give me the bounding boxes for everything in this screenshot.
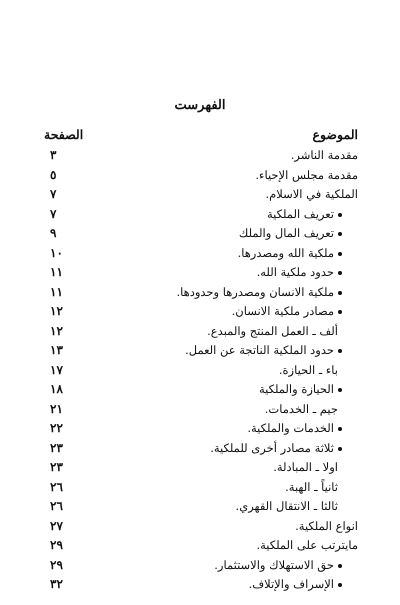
toc-page-number: ٣: [50, 148, 57, 162]
toc-page-number: ١٣: [50, 343, 63, 357]
toc-row: [0, 400, 400, 420]
bullet-icon: [338, 291, 342, 295]
page-title: الفهرست: [174, 98, 226, 113]
bullet-icon: [338, 427, 342, 431]
toc-entry: [257, 263, 342, 282]
toc-entry-text: ألف ـ العمل المنتج والمبدع.: [207, 323, 338, 338]
toc-entry-text: مقدمة الناشر.: [290, 148, 358, 162]
topic-column-header: الموضوع: [312, 127, 358, 142]
toc-row: [0, 536, 400, 556]
toc-page-number: ٢٦: [50, 479, 63, 494]
toc-row: [0, 205, 400, 225]
bullet-icon: [338, 310, 342, 314]
toc-page-number: ٢١: [50, 401, 63, 416]
toc-page-number: ٢٩: [50, 538, 63, 552]
toc-entry-text: مقدمة مجلس الإحياء.: [255, 167, 358, 182]
bullet-icon: [338, 232, 342, 236]
bullet-icon: [338, 213, 342, 217]
toc-entry-text: حق الاستهلاك والاستثمار.: [214, 557, 334, 572]
bullet-icon: [338, 271, 342, 275]
toc-entry-text: الملكية في الاسلام.: [265, 187, 358, 201]
toc-entry: [238, 244, 342, 263]
toc-entry-text: الإسراف والإتلاف.: [248, 577, 334, 591]
toc-page-number: ٥: [50, 167, 57, 182]
toc-entry: [295, 517, 358, 536]
toc-row: [0, 263, 400, 283]
toc-row: [0, 458, 400, 478]
toc-entry: [232, 302, 342, 321]
toc-row: [0, 419, 400, 439]
toc-page-number: ١٠: [50, 245, 63, 260]
toc-row: [0, 575, 400, 595]
toc-row: [0, 361, 400, 381]
toc-entry-text: انواع الملكية.: [295, 518, 358, 533]
toc-entry: [267, 205, 342, 224]
toc-entry: [176, 283, 342, 302]
toc-page-number: ٩: [50, 226, 57, 240]
toc-page-number: ٢٩: [50, 557, 63, 572]
toc-entry-text: ثلاثة مصادر أخرى للملكية.: [210, 440, 334, 455]
toc-entry: [247, 419, 342, 438]
toc-page-number: ٢٣: [50, 440, 63, 455]
toc-entry: [210, 439, 342, 458]
toc-page-number: ٢٧: [50, 518, 63, 533]
toc-entry: [265, 400, 338, 419]
toc-row: [0, 478, 400, 498]
toc-entry-text: جيم ـ الخدمات.: [264, 401, 338, 416]
toc-entry: [291, 146, 358, 165]
bullet-icon: [338, 564, 342, 568]
toc-row: [0, 497, 400, 517]
toc-row: [0, 517, 400, 537]
toc-entry: [214, 556, 342, 575]
toc-row: [0, 556, 400, 576]
toc-entry: [279, 361, 338, 380]
toc-entry: [249, 575, 342, 594]
toc-entry: [185, 341, 342, 360]
bullet-icon: [338, 388, 342, 392]
toc-page-number: ١٢: [50, 323, 63, 338]
toc-entry-text: الحيازة والملكية: [258, 382, 334, 396]
toc-page-number: ٧: [50, 187, 57, 201]
toc-page-number: ١٢: [50, 304, 63, 318]
toc-row: [0, 224, 400, 244]
toc-row: [0, 439, 400, 459]
table-of-contents: [0, 146, 400, 595]
toc-page-number: ١١: [50, 265, 63, 279]
toc-entry-text: باء ـ الحيازة.: [278, 362, 338, 377]
toc-row: [0, 146, 400, 166]
page-column-header: الصفحة: [44, 127, 84, 142]
toc-entry: [256, 536, 358, 555]
toc-entry-text: ملكية الله ومصدرها.: [237, 245, 334, 260]
toc-entry-text: ثانياً ـ الهبة.: [285, 479, 338, 494]
toc-entry: [207, 322, 338, 341]
toc-entry-text: تعريف الملكية: [267, 206, 334, 221]
toc-row: [0, 302, 400, 322]
bullet-icon: [338, 252, 342, 256]
toc-entry-text: حدود الملكية الناتجة عن العمل.: [185, 343, 334, 357]
toc-page-number: ٢٢: [50, 421, 63, 435]
toc-row: [0, 341, 400, 361]
toc-row: [0, 283, 400, 303]
toc-row: [0, 244, 400, 264]
toc-entry-text: حدود ملكية الله.: [256, 265, 334, 279]
toc-entry-text: اولا ـ المبادلة.: [273, 460, 338, 474]
toc-page-number: ٢٣: [50, 460, 63, 474]
toc-entry-text: تعريف المال والملك: [238, 226, 334, 240]
toc-entry: [236, 497, 338, 516]
toc-page-number: ١٨: [50, 382, 63, 396]
toc-entry: [259, 380, 342, 399]
toc-row: [0, 380, 400, 400]
toc-entry: [265, 185, 358, 204]
toc-entry-text: الخدمات والملكية.: [247, 421, 334, 435]
toc-entry-text: ملكية الانسان ومصدرها وحدودها.: [176, 284, 334, 299]
toc-entry-text: ثالثا ـ الانتقال القهري.: [235, 499, 338, 513]
toc-row: [0, 166, 400, 186]
toc-page-number: ١١: [50, 284, 63, 299]
toc-row: [0, 322, 400, 342]
toc-page-number: ٣٢: [50, 577, 63, 591]
toc-entry: [285, 478, 338, 497]
toc-entry-text: مصادر ملكية الانسان.: [231, 304, 334, 318]
toc-page-number: ٢٦: [50, 499, 63, 513]
bullet-icon: [338, 447, 342, 451]
bullet-icon: [338, 349, 342, 353]
toc-page-number: ٧: [50, 206, 57, 221]
toc-entry: [273, 458, 338, 477]
toc-entry-text: مايترتب على الملكية.: [256, 538, 358, 552]
toc-entry: [239, 224, 342, 243]
toc-page-number: ١٧: [50, 362, 63, 377]
bullet-icon: [338, 583, 342, 587]
toc-row: [0, 185, 400, 205]
toc-entry: [255, 166, 358, 185]
